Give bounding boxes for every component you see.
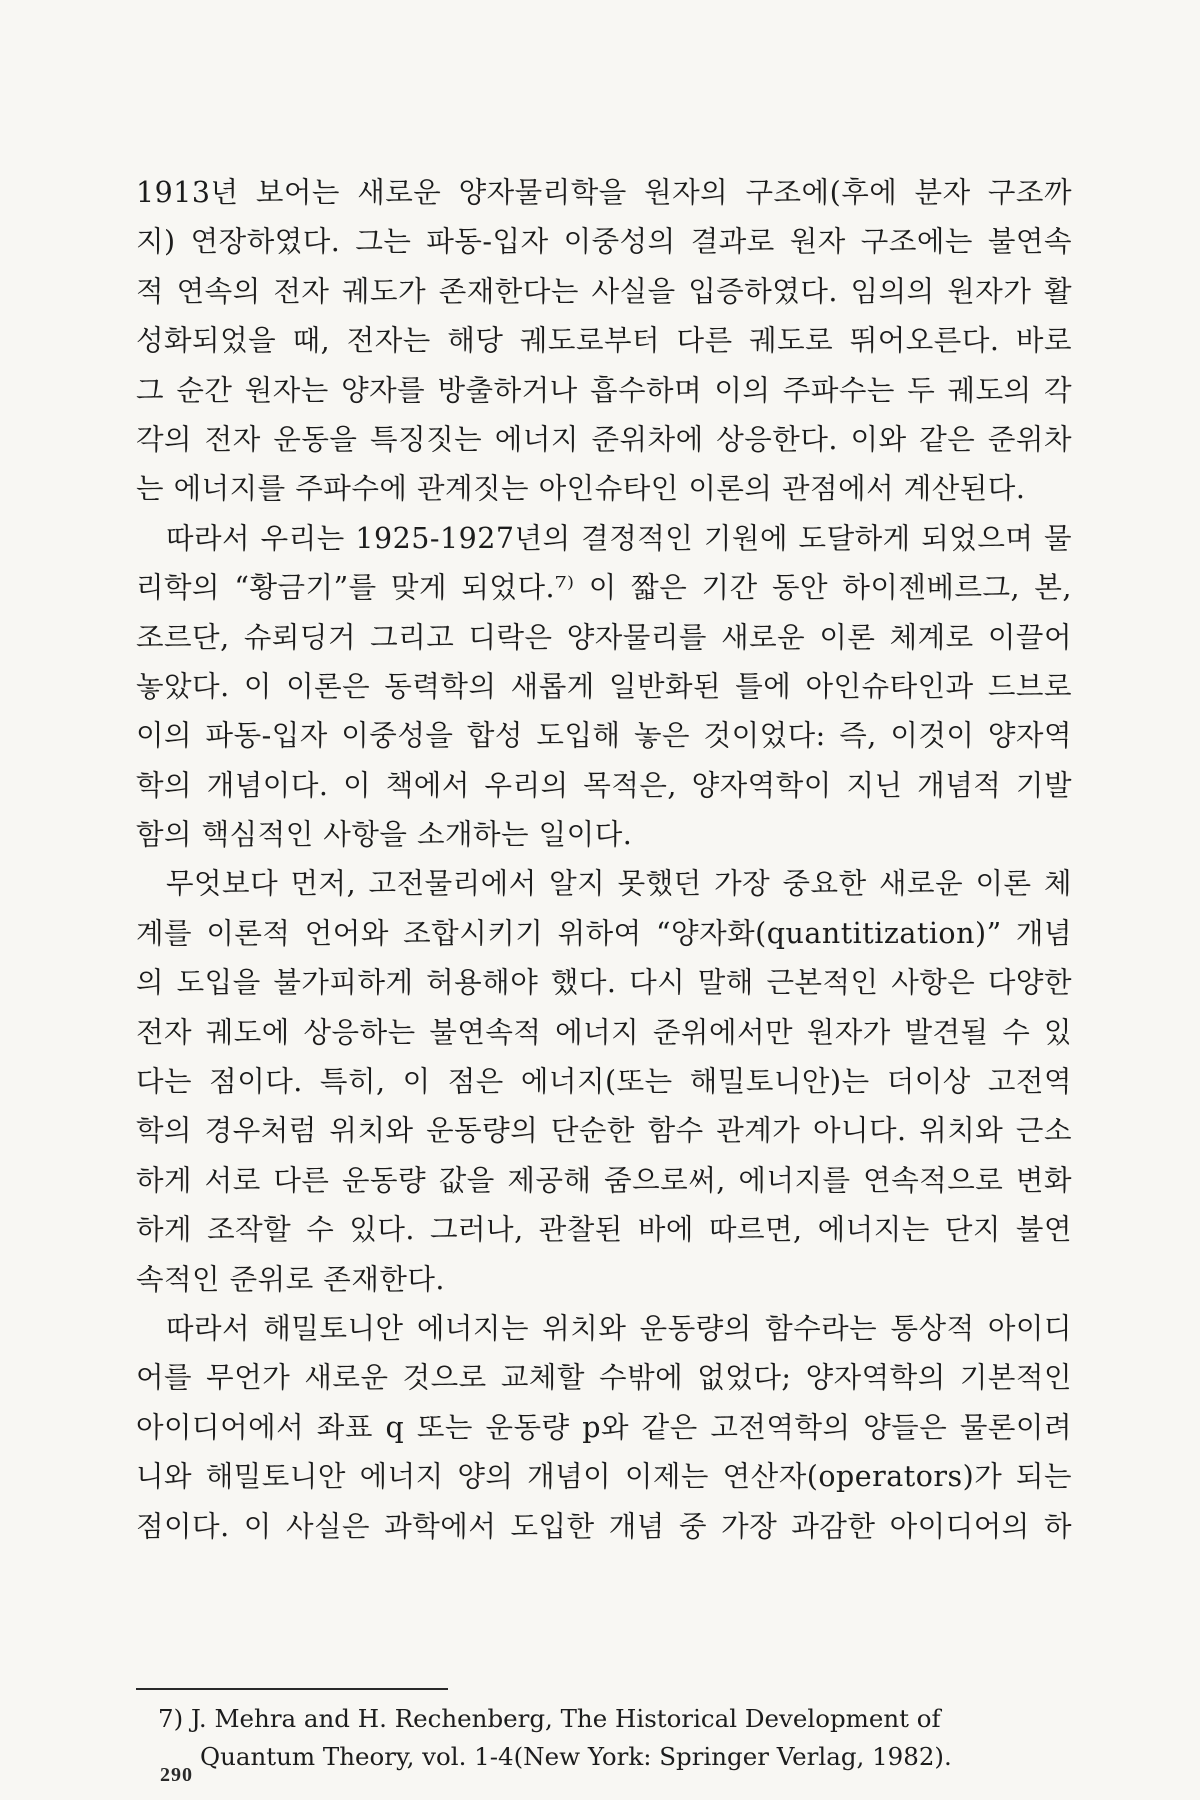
text-line: 놓았다. 이 이론은 동력학의 새롭게 일반화된 틀에 아인슈타인과 드브로 (136, 669, 1072, 703)
text-line: 성화되었을 때, 전자는 해당 궤도로부터 다른 궤도로 뛰어오른다. 바로 (136, 324, 1072, 358)
text-line: 1913년 보어는 새로운 양자물리학을 원자의 구조에(후에 분자 구조까 (136, 176, 1072, 209)
text-line: 따라서 해밀토니안 에너지는 위치와 운동량의 함수라는 통상적 아이디 (166, 1311, 1072, 1345)
text-line: 학의 개념이다. 이 책에서 우리의 목적은, 양자역학이 지닌 개념적 기발 (136, 768, 1072, 802)
text-line: 점이다. 이 사실은 과학에서 도입한 개념 중 가장 과감한 아이디어의 하 (136, 1509, 1072, 1543)
text-line: 다는 점이다. 특히, 이 점은 에너지(또는 해밀토니안)는 더이상 고전역 (136, 1065, 1072, 1099)
text-line: 조르단, 슈뢰딩거 그리고 디락은 양자물리를 새로운 이론 체계로 이끌어 (136, 620, 1072, 654)
page-number: 290 (160, 1764, 193, 1786)
text-line: 따라서 우리는 1925-1927년의 결정적인 기원에 도달하게 되었으며 물 (166, 521, 1072, 555)
text-line: 이의 파동-입자 이중성을 합성 도입해 놓은 것이었다: 즉, 이것이 양자역 (136, 719, 1072, 753)
text-line: 속적인 준위로 존재한다. (136, 1262, 445, 1296)
text-line: 어를 무언가 새로운 것으로 교체할 수밖에 없었다; 양자역학의 기본적인 (136, 1361, 1072, 1395)
footnote-line-2: Quantum Theory, vol. 1-4(New York: Springer Verlag, 1982). (200, 1742, 952, 1771)
text-line: 학의 경우처럼 위치와 운동량의 단순한 함수 관계가 아니다. 위치와 근소 (136, 1114, 1072, 1148)
footnote (158, 1700, 1072, 1776)
text-line: 함의 핵심적인 사항을 소개하는 일이다. (136, 818, 633, 852)
text-line: 리학의 “황금기”를 맞게 되었다.⁷⁾ 이 짧은 기간 동안 하이젠베르그, 본, (136, 571, 1072, 605)
body-text (136, 168, 1072, 1551)
text-line: 지) 연장하였다. 그는 파동-입자 이중성의 결과로 원자 구조에는 불연속 (136, 225, 1072, 259)
footnote-divider (136, 1688, 448, 1690)
text-line: 아이디어에서 좌표 q 또는 운동량 p와 같은 고전역학의 양들은 물론이려 (136, 1410, 1072, 1444)
text-line: 니와 해밀토니안 에너지 양의 개념이 이제는 연산자(operators)가 되는 (136, 1460, 1072, 1494)
text-line: 각의 전자 운동을 특징짓는 에너지 준위차에 상응한다. 이와 같은 준위차 (136, 422, 1072, 456)
text-line: 는 에너지를 주파수에 관계짓는 아인슈타인 이론의 관점에서 계산된다. (136, 472, 1026, 506)
footnote-line-1 (158, 1700, 1072, 1738)
text-line: 전자 궤도에 상응하는 불연속적 에너지 준위에서만 원자가 발견될 수 있 (136, 1015, 1072, 1049)
text-line: 그 순간 원자는 양자를 방출하거나 흡수하며 이의 주파수는 두 궤도의 각 (136, 373, 1072, 407)
text-line: 하게 서로 다른 운동량 값을 제공해 줌으로써, 에너지를 연속적으로 변화 (136, 1163, 1072, 1197)
text-line: 무엇보다 먼저, 고전물리에서 알지 못했던 가장 중요한 새로운 이론 체 (166, 867, 1072, 901)
footnote-text-1: J. Mehra and H. Rechenberg, The Historical Development of (190, 1704, 941, 1733)
text-line: 계를 이론적 언어와 조합시키기 위하여 “양자화(quantitization)” 개념 (136, 916, 1072, 950)
text-line: 의 도입을 불가피하게 허용해야 했다. 다시 말해 근본적인 사항은 다양한 (136, 966, 1072, 1000)
footnote-marker: 7) (158, 1704, 184, 1733)
text-line: 적 연속의 전자 궤도가 존재한다는 사실을 입증하였다. 임의의 원자가 활 (136, 274, 1072, 308)
text-line: 하게 조작할 수 있다. 그러나, 관찰된 바에 따르면, 에너지는 단지 불연 (136, 1213, 1072, 1247)
